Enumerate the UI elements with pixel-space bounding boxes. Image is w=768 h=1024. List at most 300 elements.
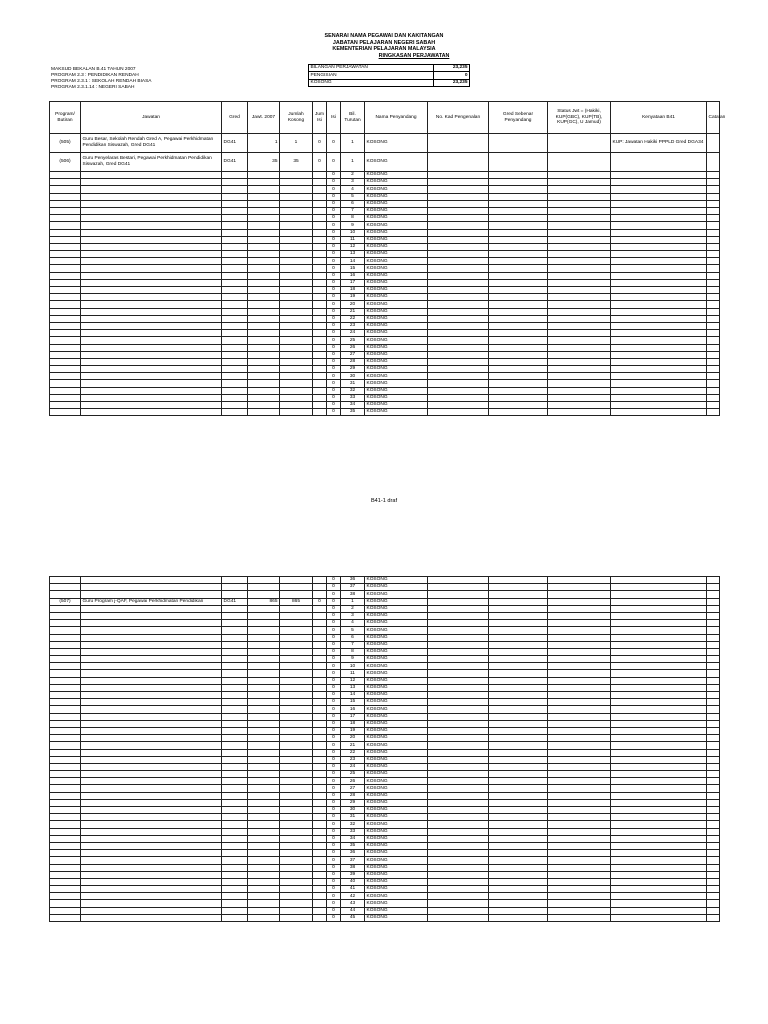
cell-gred-sebenar <box>489 814 548 821</box>
cell-kenyataan <box>611 842 707 849</box>
cell-jawt <box>248 771 280 778</box>
cell-catatan <box>707 756 720 763</box>
cell-kenyataan <box>611 699 707 706</box>
cell-status <box>548 373 611 380</box>
cell-nama: KOSONG <box>365 663 428 670</box>
cell-nama: KOSONG <box>365 670 428 677</box>
table-row <box>50 373 720 380</box>
cell-program <box>50 771 81 778</box>
cell-bil: 12 <box>341 243 365 250</box>
program-info-line: MAKSUD BEKALAN B.41 TAHUN 2007 <box>51 67 136 72</box>
cell-catatan <box>707 699 720 706</box>
cell-nama: KOSONG <box>365 409 428 416</box>
cell-kenyataan <box>611 330 707 337</box>
program-info-line: PROGRAM 2.3 : PENDIDIKAN RENDAH <box>51 73 139 79</box>
cell-nama: KOSONG <box>365 914 428 921</box>
cell-program <box>50 648 81 655</box>
cell-status <box>548 692 611 699</box>
cell-jawt <box>248 699 280 706</box>
cell-program <box>50 186 81 193</box>
cell-jawatan <box>81 394 222 401</box>
cell-gred-sebenar <box>489 807 548 814</box>
cell-gred <box>222 864 248 871</box>
cell-kenyataan <box>611 907 707 914</box>
cell-kosong <box>280 215 313 222</box>
cell-isi: 0 <box>327 677 341 684</box>
cell-program <box>50 727 81 734</box>
cell-jawatan <box>81 179 222 186</box>
cell-jawatan <box>81 799 222 806</box>
cell-status <box>548 351 611 358</box>
cell-bil: 31 <box>341 814 365 821</box>
cell-jawt <box>248 207 280 214</box>
summary-label: KOSONG <box>309 79 434 86</box>
cell-jum-isi <box>313 850 327 857</box>
cell-program <box>50 835 81 842</box>
table-row <box>50 279 720 286</box>
cell-status <box>548 742 611 749</box>
cell-jum-isi <box>313 243 327 250</box>
cell-kenyataan <box>611 727 707 734</box>
cell-jawatan <box>81 792 222 799</box>
cell-no-kad <box>428 785 489 792</box>
cell-status <box>548 308 611 315</box>
cell-jawatan <box>81 373 222 380</box>
cell-program <box>50 301 81 308</box>
cell-jawt <box>248 914 280 921</box>
cell-isi: 0 <box>327 807 341 814</box>
cell-catatan <box>707 871 720 878</box>
cell-program <box>50 344 81 351</box>
cell-program <box>50 735 81 742</box>
cell-catatan <box>707 799 720 806</box>
cell-jawatan <box>81 301 222 308</box>
cell-gred <box>222 886 248 893</box>
cell-program <box>50 258 81 265</box>
cell-kosong <box>280 821 313 828</box>
cell-kosong <box>280 663 313 670</box>
table-row <box>50 258 720 265</box>
cell-isi: 0 <box>327 315 341 322</box>
cell-status <box>548 857 611 864</box>
cell-isi: 0 <box>327 778 341 785</box>
cell-kosong <box>280 799 313 806</box>
cell-jum-isi <box>313 337 327 344</box>
cell-program <box>50 634 81 641</box>
cell-isi: 0 <box>327 179 341 186</box>
cell-gred <box>222 713 248 720</box>
cell-gred-sebenar <box>489 907 548 914</box>
cell-jum-isi <box>313 785 327 792</box>
cell-kosong <box>280 627 313 634</box>
cell-no-kad <box>428 699 489 706</box>
cell-nama: KOSONG <box>365 351 428 358</box>
cell-program <box>50 914 81 921</box>
cell-catatan <box>707 634 720 641</box>
cell-no-kad <box>428 763 489 770</box>
cell-gred <box>222 749 248 756</box>
cell-catatan <box>707 641 720 648</box>
cell-isi: 0 <box>327 251 341 258</box>
cell-kenyataan <box>611 279 707 286</box>
cell-kenyataan <box>611 179 707 186</box>
cell-kenyataan <box>611 251 707 258</box>
cell-nama: KOSONG <box>365 344 428 351</box>
cell-jawt <box>248 301 280 308</box>
cell-program <box>50 900 81 907</box>
cell-no-kad <box>428 814 489 821</box>
cell-isi: 0 <box>327 351 341 358</box>
cell-status <box>548 153 611 172</box>
cell-program <box>50 821 81 828</box>
cell-catatan <box>707 577 720 584</box>
cell-program <box>50 294 81 301</box>
cell-isi: 0 <box>327 236 341 243</box>
table-row <box>50 358 720 365</box>
cell-program <box>50 207 81 214</box>
cell-no-kad <box>428 387 489 394</box>
cell-status <box>548 842 611 849</box>
cell-jawatan <box>81 720 222 727</box>
cell-program <box>50 612 81 619</box>
cell-gred <box>222 215 248 222</box>
cell-isi: 0 <box>327 193 341 200</box>
cell-kosong <box>280 207 313 214</box>
cell-status <box>548 648 611 655</box>
cell-nama: KOSONG <box>365 330 428 337</box>
cell-kenyataan <box>611 799 707 806</box>
cell-gred <box>222 814 248 821</box>
cell-jawatan <box>81 315 222 322</box>
cell-no-kad <box>428 627 489 634</box>
cell-gred <box>222 821 248 828</box>
cell-no-kad <box>428 893 489 900</box>
cell-kosong <box>280 265 313 272</box>
cell-gred <box>222 670 248 677</box>
cell-nama: KOSONG <box>365 153 428 172</box>
table-row <box>50 634 720 641</box>
cell-status <box>548 315 611 322</box>
cell-program <box>50 287 81 294</box>
cell-gred <box>222 699 248 706</box>
summary-table <box>308 64 470 87</box>
cell-catatan <box>707 265 720 272</box>
cell-isi: 0 <box>327 713 341 720</box>
cell-gred <box>222 315 248 322</box>
cell-gred-sebenar <box>489 692 548 699</box>
cell-program <box>50 871 81 878</box>
cell-jawatan <box>81 287 222 294</box>
cell-no-kad <box>428 351 489 358</box>
cell-program <box>50 756 81 763</box>
cell-catatan <box>707 857 720 864</box>
cell-no-kad <box>428 344 489 351</box>
cell-bil: 35 <box>341 409 365 416</box>
cell-jum-isi <box>313 742 327 749</box>
cell-isi: 0 <box>327 821 341 828</box>
cell-bil: 25 <box>341 771 365 778</box>
cell-status <box>548 387 611 394</box>
cell-jawt <box>248 612 280 619</box>
cell-status <box>548 258 611 265</box>
cell-bil: 11 <box>341 670 365 677</box>
cell-jawt <box>248 785 280 792</box>
cell-gred-sebenar <box>489 251 548 258</box>
cell-status <box>548 207 611 214</box>
cell-jawatan <box>81 864 222 871</box>
cell-bil: 8 <box>341 648 365 655</box>
cell-jum-isi <box>313 828 327 835</box>
cell-kenyataan <box>611 634 707 641</box>
cell-isi: 0 <box>327 785 341 792</box>
cell-nama: KOSONG <box>365 828 428 835</box>
cell-kenyataan <box>611 785 707 792</box>
cell-kenyataan <box>611 656 707 663</box>
cell-kenyataan <box>611 394 707 401</box>
cell-jawt <box>248 337 280 344</box>
cell-nama: KOSONG <box>365 864 428 871</box>
cell-no-kad <box>428 243 489 250</box>
cell-kosong <box>280 380 313 387</box>
title-line: KEMENTERIAN PELAJARAN MALAYSIA <box>332 46 436 53</box>
cell-no-kad <box>428 641 489 648</box>
cell-kosong <box>280 763 313 770</box>
cell-jawt <box>248 322 280 329</box>
table-row <box>50 229 720 236</box>
cell-catatan <box>707 735 720 742</box>
cell-status <box>548 914 611 921</box>
cell-gred-sebenar <box>489 322 548 329</box>
cell-catatan <box>707 692 720 699</box>
cell-program <box>50 684 81 691</box>
cell-no-kad <box>428 706 489 713</box>
summary-row <box>309 79 470 86</box>
cell-jum-isi <box>313 706 327 713</box>
cell-status <box>548 641 611 648</box>
cell-isi: 0 <box>327 886 341 893</box>
cell-catatan <box>707 366 720 373</box>
cell-jum-isi <box>313 914 327 921</box>
cell-catatan <box>707 308 720 315</box>
cell-jawt <box>248 215 280 222</box>
cell-gred-sebenar <box>489 914 548 921</box>
cell-kosong <box>280 785 313 792</box>
cell-jawatan <box>81 727 222 734</box>
cell-jum-isi <box>313 713 327 720</box>
table-row <box>50 692 720 699</box>
cell-kosong <box>280 771 313 778</box>
cell-nama: KOSONG <box>365 193 428 200</box>
cell-isi: 0 <box>327 742 341 749</box>
cell-catatan <box>707 648 720 655</box>
cell-bil: 1 <box>341 153 365 172</box>
cell-gred-sebenar <box>489 785 548 792</box>
cell-gred-sebenar <box>489 699 548 706</box>
cell-kenyataan <box>611 749 707 756</box>
cell-jawatan <box>81 914 222 921</box>
cell-jawatan <box>81 857 222 864</box>
cell-jum-isi <box>313 763 327 770</box>
cell-jum-isi <box>313 294 327 301</box>
table-row <box>50 778 720 785</box>
cell-status <box>548 229 611 236</box>
cell-kosong <box>280 584 313 591</box>
table-row <box>50 394 720 401</box>
cell-status <box>548 605 611 612</box>
cell-isi: 0 <box>327 134 341 153</box>
cell-gred <box>222 294 248 301</box>
cell-bil: 30 <box>341 807 365 814</box>
cell-bil: 45 <box>341 914 365 921</box>
table-row <box>50 699 720 706</box>
cell-program <box>50 394 81 401</box>
cell-jawatan <box>81 330 222 337</box>
cell-catatan <box>707 814 720 821</box>
cell-bil: 27 <box>341 785 365 792</box>
cell-bil: 5 <box>341 627 365 634</box>
cell-no-kad <box>428 315 489 322</box>
cell-jawt <box>248 627 280 634</box>
cell-bil: 32 <box>341 387 365 394</box>
cell-nama: KOSONG <box>365 821 428 828</box>
table-row <box>50 351 720 358</box>
title-line: JABATAN PELAJARAN NEGERI SABAH <box>332 39 436 46</box>
cell-catatan <box>707 591 720 598</box>
cell-jawatan <box>81 742 222 749</box>
cell-nama: KOSONG <box>365 648 428 655</box>
cell-gred <box>222 207 248 214</box>
cell-jawatan <box>81 344 222 351</box>
cell-kosong <box>280 351 313 358</box>
table-row <box>50 172 720 179</box>
cell-nama: KOSONG <box>365 308 428 315</box>
table-row <box>50 322 720 329</box>
cell-status <box>548 287 611 294</box>
cell-jum-isi <box>313 720 327 727</box>
cell-kosong <box>280 814 313 821</box>
cell-catatan <box>707 677 720 684</box>
cell-nama: KOSONG <box>365 279 428 286</box>
table-row <box>50 207 720 214</box>
table-row <box>50 799 720 806</box>
cell-nama: KOSONG <box>365 380 428 387</box>
cell-jawatan <box>81 850 222 857</box>
cell-program <box>50 842 81 849</box>
cell-kenyataan <box>611 605 707 612</box>
cell-jawt <box>248 656 280 663</box>
cell-bil: 9 <box>341 656 365 663</box>
cell-kenyataan <box>611 315 707 322</box>
header-gred-sebenar: Gred Sebenar Penyandang <box>489 102 548 134</box>
cell-nama: KOSONG <box>365 387 428 394</box>
cell-bil: 10 <box>341 229 365 236</box>
cell-catatan <box>707 778 720 785</box>
cell-gred-sebenar <box>489 387 548 394</box>
cell-kosong <box>280 366 313 373</box>
cell-isi: 0 <box>327 294 341 301</box>
cell-no-kad <box>428 308 489 315</box>
cell-gred-sebenar <box>489 749 548 756</box>
cell-no-kad <box>428 799 489 806</box>
cell-program <box>50 387 81 394</box>
table-row <box>50 900 720 907</box>
cell-nama: KOSONG <box>365 179 428 186</box>
cell-program: (506) <box>50 153 81 172</box>
cell-no-kad <box>428 735 489 742</box>
cell-jum-isi <box>313 656 327 663</box>
cell-catatan <box>707 893 720 900</box>
cell-gred-sebenar <box>489 351 548 358</box>
cell-jum-isi <box>313 641 327 648</box>
table-row <box>50 792 720 799</box>
table-row <box>50 330 720 337</box>
cell-catatan <box>707 792 720 799</box>
cell-jum-isi <box>313 394 327 401</box>
cell-kosong <box>280 792 313 799</box>
cell-gred <box>222 380 248 387</box>
cell-gred-sebenar <box>489 735 548 742</box>
cell-kenyataan <box>611 641 707 648</box>
cell-program <box>50 785 81 792</box>
cell-kosong <box>280 907 313 914</box>
cell-jum-isi <box>313 727 327 734</box>
cell-jum-isi <box>313 857 327 864</box>
cell-gred-sebenar <box>489 179 548 186</box>
cell-gred-sebenar <box>489 337 548 344</box>
cell-jawt <box>248 778 280 785</box>
cell-bil: 7 <box>341 207 365 214</box>
cell-jawatan <box>81 236 222 243</box>
cell-jawt <box>248 893 280 900</box>
cell-isi: 0 <box>327 322 341 329</box>
table-row <box>50 387 720 394</box>
cell-jawt: 1 <box>248 134 280 153</box>
cell-status <box>548 366 611 373</box>
cell-jum-isi <box>313 735 327 742</box>
cell-isi: 0 <box>327 907 341 914</box>
cell-jum-isi <box>313 900 327 907</box>
cell-no-kad <box>428 258 489 265</box>
cell-nama: KOSONG <box>365 792 428 799</box>
cell-catatan <box>707 134 720 153</box>
cell-status <box>548 279 611 286</box>
cell-no-kad <box>428 584 489 591</box>
cell-status <box>548 272 611 279</box>
cell-nama: KOSONG <box>365 850 428 857</box>
cell-kosong <box>280 749 313 756</box>
cell-gred <box>222 756 248 763</box>
cell-catatan <box>707 394 720 401</box>
table-row <box>50 265 720 272</box>
cell-catatan <box>707 627 720 634</box>
cell-status <box>548 134 611 153</box>
cell-program <box>50 778 81 785</box>
cell-isi: 0 <box>327 598 341 605</box>
cell-gred-sebenar <box>489 670 548 677</box>
cell-status <box>548 200 611 207</box>
cell-bil: 24 <box>341 330 365 337</box>
cell-isi: 0 <box>327 265 341 272</box>
cell-jawt <box>248 258 280 265</box>
cell-jawt <box>248 373 280 380</box>
cell-bil: 15 <box>341 265 365 272</box>
cell-program: (505) <box>50 134 81 153</box>
cell-gred-sebenar <box>489 200 548 207</box>
cell-jawt <box>248 807 280 814</box>
cell-jawatan <box>81 358 222 365</box>
cell-program <box>50 749 81 756</box>
cell-gred-sebenar <box>489 864 548 871</box>
